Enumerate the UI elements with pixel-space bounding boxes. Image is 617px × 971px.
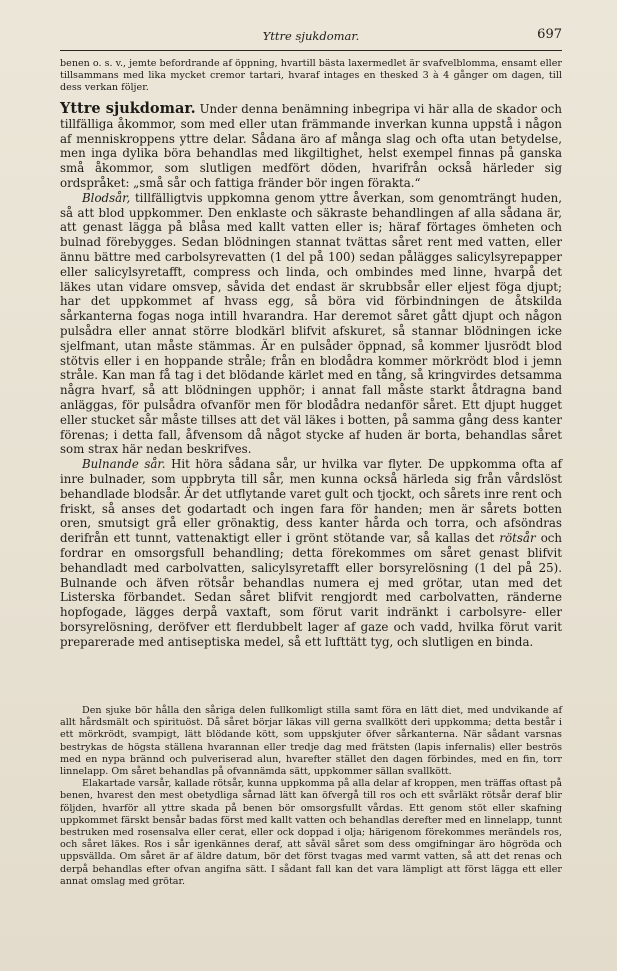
header-rule [60, 50, 562, 51]
intro-section [60, 58, 562, 95]
page-number: 697 [537, 27, 562, 42]
running-title: Yttre sjukdomar. [262, 29, 360, 43]
note-paragraph-1: Den sjuke bör hålla den såriga delen fullkomligt stilla samt föra en lätt diet, med undvikande af allt hårdsmält och spirituöst. Då såret börjar läkas vill gerna svallkött deri uppkomma; detta består i ett mörkrödt, svampigt, lätt blödande kött, som uppskjuter öfver sårkanterna. När sådant varsnas bestrykas de högsta ställena hvarannan eller tredje dag med frätsten (lapis infernalis) eller beströs med en nypa brännd och pulveriserad alun, hvarefter stället den dagen förbindes, med en fin, torr linnelapp. Om såret behandlas på ofvannämda sätt, uppkommer sällan svallkött. [60, 705, 562, 778]
bulnande-sar-label: Bulnande sår. [82, 457, 166, 472]
notes-section [60, 705, 562, 888]
section-intro-paragraph [60, 102, 562, 191]
page-header [60, 29, 562, 49]
blodsar-text: tillfälligtvis uppkomna genom yttre åverkan, som genomträngt huden, så att blod uppkommer. Den enklaste och säkraste behandlingen af alla sådana är, att genast lägga på blåsa med kallt vatten eller is; häraf förtages ömheten och bulnad förebygges. Sedan blödningen stannat tvättas såret rent med vatten, eller ännu bättre med carbolsyrevatten (1 del på 100) sedan pålägges salicylsyrepapper eller salicylsyretafft, compress och linda, och ombindes med linne, hvarpå det läkes utan vidare omsvep, såvida det endast är skrubbsår eller eljest föga djupt; har det uppkommet af hvass egg, så böra vid förbindningen de åtskilda sårkanterna fogas noga intill hvarandra. Har deremot såret gått djupt och någon pulsådra eller annat större blodkärl blifvit afskuret, så stannar blödningen icke sjelfmant, utan måste stämmas. Är en pulsåder öppnad, så kommer ljusrödt blod stötvis eller i en hoppande stråle; från en blodådra kommer mörkrödt blod i jemn stråle. Kan man få tag i det blödande kärlet med en tång, så kringvirdes detsamma några hvarf, så att blödningen upphör; i annat fall måste starkt åtdragna band anläggas, för pulsådra ofvanför men för blodådra nedanför såret. Ett djupt hugget eller stucket sår måste tillses att det väl läkes i botten, på samma gång dess kanter förenas; i detta fall, åfvensom då något stycke af huden är borta, behandlas såret som strax här nedan beskrifves. [60, 190, 562, 457]
blodsar-paragraph [60, 191, 562, 457]
section-intro-text: Under denna benämning inbegripa vi här alla de skador och tillfälliga åkommor, som med eller utan främmande inverkan kunna uppstå i någon af menniskroppens yttre delar. Sådana äro af många slag och ofta utan betydelse, men inga dylika böra behandlas med likgiltighet, helst exempel finnas på ganska små åkommor, som slutligen medfört döden, hvarifrån också härleder sig ordspråket: „små sår och fattiga fränder bör ingen förakta.“ [60, 102, 563, 190]
bulnande-sar-text-b: och fordrar en omsorgsfull behandling; detta förekommes om såret genast blifvit behandladt med carbolvatten, salicylsyretafft eller borsyrelösning (1 del på 25). Bulnande och äfven rötsår behandlas numera ej med grötar, utan med det Listerska förbandet. Sedan såret blifvit rengjordt med carbolvatten, ränderne hopfogade, lägges derpå vaxtaft, som förut varit indränkt i carbolsyre- eller borsyrelösning, deröfver ett flerdubbelt lager af gaze och vadd, hvilka förut varit preparerade med antiseptiska medel, så ett lufttätt tyg, och slutligen en binda. [60, 531, 563, 649]
rotsar-term: rötsår [499, 531, 536, 546]
main-section [60, 102, 562, 649]
blodsar-label: Blodsår, [82, 190, 131, 205]
note-paragraph-2: Elakartade varsår, kallade rötsår, kunna uppkomma på alla delar af kroppen, men träffas oftast på benen, hvarest den mest obetydliga sårnad lätt kan öfvergå till ros och ett svårläkt rötsår deraf blir följden, hvarför all yttre skada på benen bör omsorgsfullt vårdas. Ett genom stöt eller skafning uppkommet färskt bensår badas först med kallt vatten och behandlas derefter med en linnelapp, tunnt bestruken med rosensalva eller cerat, eller ock doppad i olja; härigenom förekommes merändels ros, och såret läkes. Ros i sår igenkännes deraf, att såväl såret som dess omgifningar äro högröda och uppsvällda. Om såret är af äldre datum, bör det först tvagas med varmt vatten, så att det renas och derpå behandlas efter ofvan angifna sätt. I sådant fall kan det vara lämpligt att först lägga ett eller annat omslag med grötar. [60, 778, 562, 887]
bulnande-sar-paragraph [60, 457, 562, 649]
intro-paragraph: benen o. s. v., jemte befordrande af öppning, hvartill bästa laxermedlet är svafvelblomma, ensamt eller tillsammans med lika mycket cremor tartari, hvaraf intages en thesked 3 à 4 gånger om dagen, till dess verkan följer. [60, 58, 562, 94]
bulnande-sar-text-a: Hit höra sådana sår, ur hvilka var flyter. De uppkomma ofta af inre bulnader, som uppbryta till sår, men kunna också härleda sig från vårdslöst behandlade blodsår. Är det utflytande varet gult och tjockt, och sårets inre rent och friskt, så anses det godartadt och ingen fara för handen; men är sårets botten oren, smutsigt grå eller grönaktig, dess kanter hårda och torra, och afsöndras derifrån ett tunnt, vattenaktigt eller i grönt stötande var, så kallas det [60, 457, 563, 546]
section-heading: Yttre sjukdomar. [60, 100, 196, 117]
